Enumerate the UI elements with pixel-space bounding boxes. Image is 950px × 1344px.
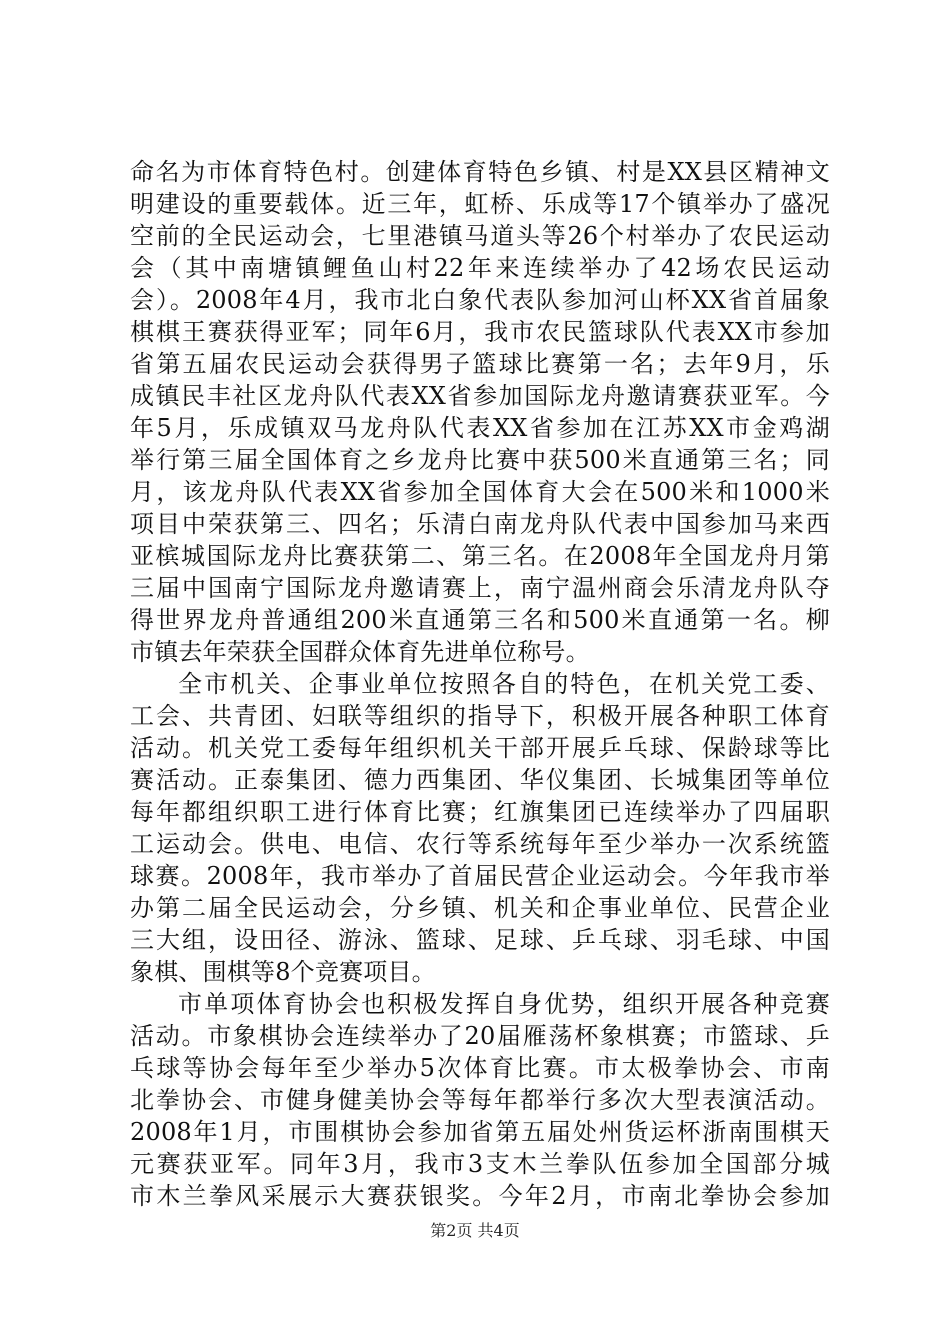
text-line: 项目中荣获第三、四名；乐清白南龙舟队代表中国参加马来西	[130, 510, 830, 538]
text-line: 北拳协会、市健身健美协会等每年都举行多次大型表演活动。	[130, 1086, 830, 1114]
text-line: 市单项体育协会也积极发挥自身优势，组织开展各种竞赛	[178, 990, 830, 1018]
text-line: 元赛获亚军。同年3月，我市3支木兰拳队伍参加全国部分城	[130, 1150, 830, 1178]
text-line: 举行第三届全国体育之乡龙舟比赛中获500米直通第三名；同	[130, 446, 830, 474]
text-line: 省第五届农民运动会获得男子篮球比赛第一名；去年9月，乐	[130, 350, 830, 378]
text-line: 棋棋王赛获得亚军；同年6月，我市农民篮球队代表XX市参加	[130, 318, 830, 346]
text-line: 市镇去年荣获全国群众体育先进单位称号。	[130, 638, 590, 666]
text-line: 命名为市体育特色村。创建体育特色乡镇、村是XX县区精神文	[130, 158, 830, 186]
text-line: 象棋、围棋等8个竞赛项目。	[130, 958, 436, 986]
text-line: 三届中国南宁国际龙舟邀请赛上，南宁温州商会乐清龙舟队夺	[130, 574, 830, 602]
page-number-label: 第2页 共4页	[430, 1221, 520, 1240]
text-line: 球赛。2008年，我市举办了首届民营企业运动会。今年我市举	[130, 862, 830, 890]
text-line: 亚槟城国际龙舟比赛获第二、第三名。在2008年全国龙舟月第	[130, 542, 830, 570]
text-line: 工运动会。供电、电信、农行等系统每年至少举办一次系统篮	[130, 830, 830, 858]
text-line: 成镇民丰社区龙舟队代表XX省参加国际龙舟邀请赛获亚军。今	[130, 382, 830, 410]
page-footer	[0, 1218, 950, 1241]
text-line: 全市机关、企事业单位按照各自的特色，在机关党工委、	[178, 670, 830, 698]
text-line: 会）。2008年4月，我市北白象代表队参加河山杯XX省首届象	[130, 286, 830, 314]
text-line: 空前的全民运动会，七里港镇马道头等26个村举办了农民运动	[130, 222, 830, 250]
text-line: 活动。机关党工委每年组织机关干部开展乒乓球、保龄球等比	[130, 734, 830, 762]
text-line: 会（其中南塘镇鲤鱼山村22年来连续举办了42场农民运动	[130, 254, 830, 282]
text-line: 赛活动。正泰集团、德力西集团、华仪集团、长城集团等单位	[130, 766, 830, 794]
text-line: 三大组，设田径、游泳、篮球、足球、乒乓球、羽毛球、中国	[130, 926, 830, 954]
text-line: 2008年1月，市围棋协会参加省第五届处州货运杯浙南围棋天	[130, 1118, 830, 1146]
text-line: 办第二届全民运动会，分乡镇、机关和企事业单位、民营企业	[130, 894, 830, 922]
text-line: 明建设的重要载体。近三年，虹桥、乐成等17个镇举办了盛况	[130, 190, 830, 218]
body-text	[130, 156, 830, 1212]
text-line: 得世界龙舟普通组200米直通第三名和500米直通第一名。柳	[130, 606, 830, 634]
text-line: 活动。市象棋协会连续举办了20届雁荡杯象棋赛；市篮球、乒	[130, 1022, 830, 1050]
text-line: 年5月，乐成镇双马龙舟队代表XX省参加在江苏XX市金鸡湖	[130, 414, 830, 442]
text-line: 乓球等协会每年至少举办5次体育比赛。市太极拳协会、市南	[130, 1054, 830, 1082]
text-line: 市木兰拳风采展示大赛获银奖。今年2月，市南北拳协会参加	[130, 1182, 830, 1210]
text-line: 月，该龙舟队代表XX省参加全国体育大会在500米和1000米	[130, 478, 830, 506]
text-line: 每年都组织职工进行体育比赛；红旗集团已连续举办了四届职	[130, 798, 830, 826]
text-line: 工会、共青团、妇联等组织的指导下，积极开展各种职工体育	[130, 702, 830, 730]
